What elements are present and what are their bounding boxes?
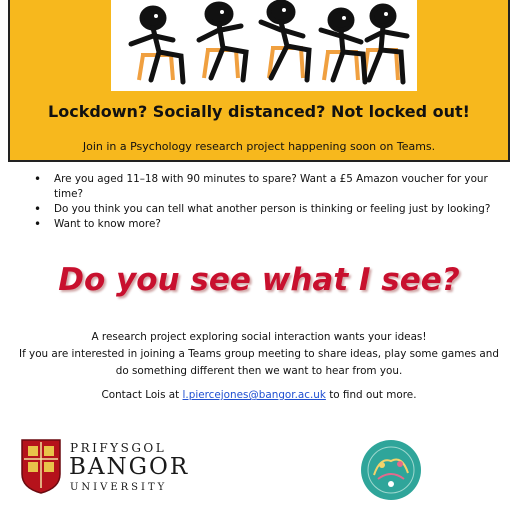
contact-prefix: Contact Lois at <box>101 389 183 401</box>
bullet-know-more: • Want to know more? <box>34 217 504 232</box>
banner-subline: Join in a Psychology research project happening soon on Teams. <box>82 140 436 153</box>
eligibility-bullet-list <box>34 172 504 232</box>
description-line-1: A research project exploring social interaction wants your ideas! <box>91 331 427 343</box>
contact-email-link[interactable]: l.piercejones@bangor.ac.uk <box>182 389 326 401</box>
project-title: Do you see what I see? <box>58 262 460 298</box>
contact-line <box>0 389 518 401</box>
logo-bangor: BANGOR <box>69 454 190 480</box>
header-banner <box>8 0 510 162</box>
description-line-3: do something different then we want to hear from you. <box>115 365 403 377</box>
people-chatting-illustration <box>111 0 417 91</box>
description-line-2: If you are interested in joining a Teams group meeting to share ideas, play some games and <box>19 348 499 360</box>
bullet-age-voucher: • Are you aged 11–18 with 90 minutes to spare? Want a £5 Amazon voucher for your time? <box>34 172 504 202</box>
becoming-social-badge-icon <box>360 439 422 501</box>
logo-university: UNIVERSITY <box>70 482 168 493</box>
logo-prifysgol: PRIFYSGOL <box>70 441 167 455</box>
project-description <box>12 329 506 380</box>
banner-headline: Lockdown? Socially distanced? Not locked out! <box>48 102 470 121</box>
contact-suffix: to find out more. <box>325 389 417 401</box>
bangor-crest-icon <box>20 438 62 494</box>
bullet-mind-reading: • Do you think you can tell what another person is thinking or feeling just by looking? <box>34 202 504 217</box>
